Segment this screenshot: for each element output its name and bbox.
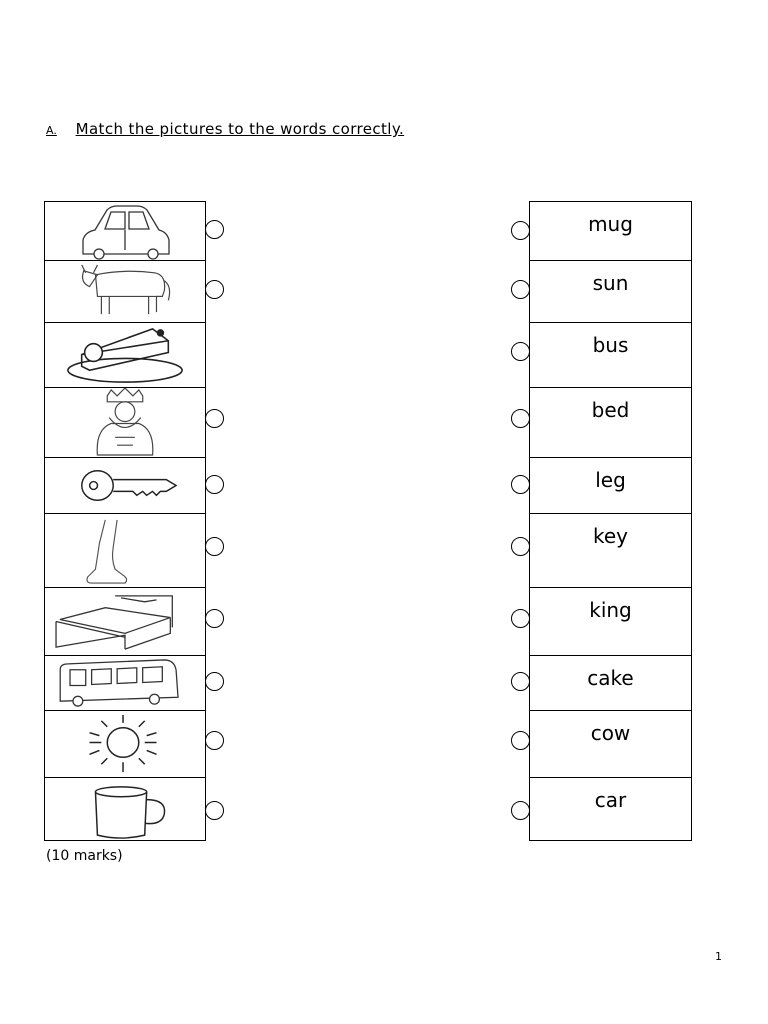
word-match-circle[interactable] (511, 409, 530, 428)
picture-cell-mug (45, 777, 205, 842)
picture-cell-car (45, 202, 205, 260)
picture-cell-bus (45, 655, 205, 710)
word-match-circle[interactable] (511, 731, 530, 750)
picture-cell-cow (45, 260, 205, 322)
picture-match-circle[interactable] (205, 537, 224, 556)
word-label: key (592, 524, 628, 548)
word-cell (530, 202, 691, 260)
word-match-circle[interactable] (511, 537, 530, 556)
picture-match-circle[interactable] (205, 731, 224, 750)
word-label: bed (591, 398, 630, 422)
word-label: cow (590, 721, 631, 745)
key-icon (45, 458, 205, 513)
picture-match-circle[interactable] (205, 672, 224, 691)
picture-cell-sun (45, 710, 205, 777)
word-match-circle[interactable] (511, 475, 530, 494)
word-label: bus (592, 333, 629, 357)
picture-match-circle[interactable] (205, 220, 224, 239)
word-match-circle[interactable] (511, 672, 530, 691)
cow-icon (45, 261, 205, 322)
sun-icon (45, 711, 205, 777)
picture-match-circle[interactable] (205, 409, 224, 428)
page-number: 1 (715, 950, 722, 963)
word-cell (530, 260, 691, 322)
word-label: car (594, 788, 627, 812)
picture-cell-leg (45, 513, 205, 587)
word-cell (530, 322, 691, 387)
word-match-circle[interactable] (511, 280, 530, 299)
picture-match-circle[interactable] (205, 609, 224, 628)
word-label: sun (592, 271, 629, 295)
bus-icon (45, 656, 205, 710)
picture-cell-bed (45, 587, 205, 655)
word-cell (530, 655, 691, 710)
cake-icon (45, 323, 205, 387)
word-cell (530, 387, 691, 457)
picture-cell-cake (45, 322, 205, 387)
word-cell (530, 777, 691, 842)
word-match-circle[interactable] (511, 342, 530, 361)
picture-match-circle[interactable] (205, 475, 224, 494)
picture-match-circle[interactable] (205, 801, 224, 820)
mug-icon (45, 778, 205, 842)
word-cell (530, 457, 691, 513)
word-match-circle[interactable] (511, 609, 530, 628)
picture-cell-king (45, 387, 205, 457)
word-label: king (589, 598, 632, 622)
word-label: leg (595, 468, 626, 492)
marks-label: (10 marks) (46, 848, 123, 864)
leg-icon (45, 514, 205, 587)
instruction-text: Match the pictures to the words correctly. (75, 120, 405, 138)
instruction (46, 120, 404, 138)
picture-match-circle[interactable] (205, 280, 224, 299)
word-match-circle[interactable] (511, 221, 530, 240)
section-letter: A. (46, 124, 57, 137)
word-column (529, 201, 692, 841)
picture-cell-key (45, 457, 205, 513)
word-match-circle[interactable] (511, 801, 530, 820)
word-cell (530, 710, 691, 777)
picture-column (44, 201, 206, 841)
bed-icon (45, 588, 205, 655)
king-icon (45, 388, 205, 457)
word-label: mug (588, 212, 633, 236)
car-icon (45, 202, 205, 260)
word-cell (530, 513, 691, 587)
word-cell (530, 587, 691, 655)
word-label: cake (587, 666, 634, 690)
